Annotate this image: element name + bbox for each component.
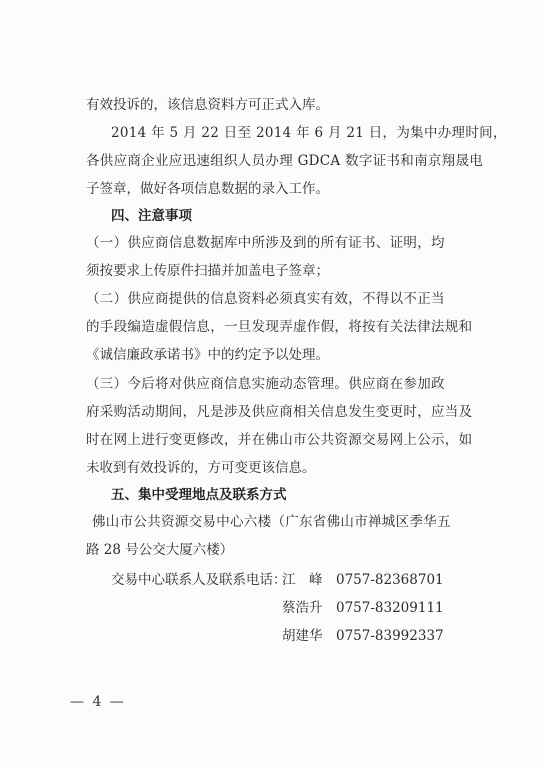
paragraph-line: 子签章，做好各项信息数据的录入工作。 bbox=[86, 181, 329, 197]
paragraph-line: 佛山市公共资源交易中心六楼（广东省佛山市禅城区季华五 bbox=[92, 514, 451, 530]
paragraph-line: 的手段编造虚假信息，一旦发现弄虚作假，将按有关法律法规和 bbox=[86, 319, 473, 335]
contact-label: 交易中心联系人及联系电话： bbox=[111, 572, 287, 588]
paragraph-line: 府采购活动期间，凡是涉及供应商相关信息发生变更时，应当及 bbox=[86, 404, 473, 420]
paragraph-line: 未收到有效投诉的，方可变更该信息。 bbox=[86, 460, 316, 476]
paragraph-line: 路 28 号公交大厦六楼） bbox=[86, 542, 234, 558]
contact-name: 蔡浩升 bbox=[282, 600, 323, 616]
paragraph-line: 须按要求上传原件扫描并加盖电子签章； bbox=[86, 263, 329, 279]
paragraph-line: （二）供应商提供的信息资料必须真实有效，不得以不正当 bbox=[86, 291, 445, 307]
contact-phone: 0757-82368701 bbox=[336, 572, 444, 588]
paragraph-line: 《诚信廉政承诺书》中的约定予以处理。 bbox=[86, 347, 329, 363]
paragraph-line: （一）供应商信息数据库中所涉及到的所有证书、证明，均 bbox=[86, 235, 445, 251]
page-number: — 4 — bbox=[70, 694, 126, 710]
paragraph-line: 有效投诉的，该信息资料方可正式入库。 bbox=[86, 97, 329, 113]
contact-phone: 0757-83209111 bbox=[336, 600, 444, 616]
contact-name: 胡建华 bbox=[282, 628, 323, 644]
contact-phone: 0757-83992337 bbox=[336, 628, 444, 644]
paragraph-line: （三）今后将对供应商信息实施动态管理。供应商在参加政 bbox=[86, 376, 445, 392]
section-heading: 四、注意事项 bbox=[111, 208, 192, 224]
paragraph-line: 2014 年 5 月 22 日至 2014 年 6 月 21 日，为集中办理时间， bbox=[111, 125, 507, 141]
paragraph-line: 时在网上进行变更修改，并在佛山市公共资源交易网上公示，如 bbox=[86, 432, 473, 448]
section-heading: 五、集中受理地点及联系方式 bbox=[111, 487, 287, 503]
paragraph-line: 各供应商企业应迅速组织人员办理 GDCA 数字证书和南京翔晟电 bbox=[86, 153, 484, 169]
contact-name: 江 峰 bbox=[282, 572, 323, 588]
